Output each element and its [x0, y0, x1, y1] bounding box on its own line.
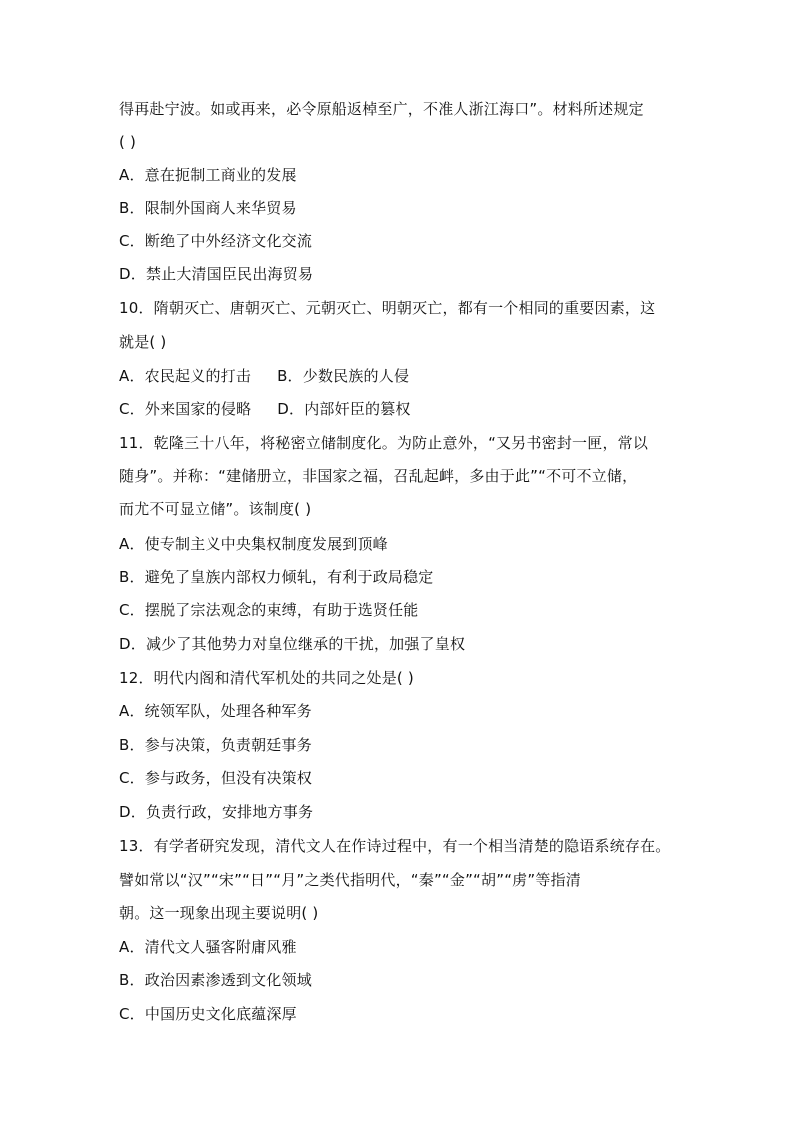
q9-option-a: A．意在扼制工商业的发展	[119, 166, 297, 184]
q10-options-row-1	[119, 366, 679, 386]
q13-stem-line-2: 譬如常以“汉”“宋”“日”“月”之类代指明代，“秦”“金”“胡”“虏”等指清	[119, 871, 581, 889]
q10-option-d: D．内部奸臣的篡权	[277, 400, 411, 418]
q9-option-b: B．限制外国商人来华贸易	[119, 199, 297, 217]
q11-stem-line-3: 而尤不可显立储”。该制度( )	[119, 500, 312, 518]
q11-option-b: B．避免了皇族内部权力倾轧，有利于政局稳定	[119, 568, 434, 586]
q11-stem-line-2: 随身”。并称：“建储册立，非国家之福，召乱起衅，多由于此”“不可不立储，	[119, 467, 638, 485]
q13-option-b: B．政治因素渗透到文化领域	[119, 971, 312, 989]
q10-option-a: A．农民起义的打击	[119, 367, 252, 385]
q10-option-b: B．少数民族的人侵	[277, 367, 410, 385]
q11-option-a: A．使专制主义中央集权制度发展到顶峰	[119, 535, 388, 553]
q13-option-c: C．中国历史文化底蕴深厚	[119, 1005, 297, 1023]
q11-stem-line-1: 11．乾隆三十八年，将秘密立储制度化。为防止意外，“又另书密封一匣，常以	[119, 434, 649, 452]
q9-continuation-line-1: 得再赴宁波。如或再来，必令原船返棹至广，不准人浙江海口”。材料所述规定	[119, 100, 644, 118]
q13-stem-line-3: 朝。这一现象出现主要说明( )	[119, 904, 319, 922]
q12-option-b: B．参与决策，负责朝廷事务	[119, 736, 312, 754]
q12-option-c: C．参与政务，但没有决策权	[119, 769, 313, 787]
q11-option-c: C．摆脱了宗法观念的束缚，有助于选贤任能	[119, 601, 419, 619]
q9-continuation-line-2: ( )	[119, 133, 137, 151]
q12-option-a: A．统领军队，处理各种军务	[119, 702, 312, 720]
q13-stem-line-1: 13．有学者研究发现，清代文人在作诗过程中，有一个相当清楚的隐语系统存在。	[119, 837, 671, 855]
q12-stem-line-1: 12．明代内阁和清代军机处的共同之处是( )	[119, 669, 414, 687]
q10-options-row-2	[119, 399, 679, 419]
q10-stem-line-1: 10．隋朝灭亡、唐朝灭亡、元朝灭亡、明朝灭亡，都有一个相同的重要因素，这	[119, 299, 656, 317]
q9-option-c: C．断绝了中外经济文化交流	[119, 232, 313, 250]
q11-option-d: D．减少了其他势力对皇位继承的干扰，加强了皇权	[119, 635, 466, 653]
q13-option-a: A．清代文人骚客附庸风雅	[119, 938, 297, 956]
q12-option-d: D．负责行政，安排地方事务	[119, 803, 314, 821]
q10-stem-line-2: 就是( )	[119, 333, 167, 351]
q9-option-d: D．禁止大清国臣民出海贸易	[119, 265, 314, 283]
q10-option-c: C．外来国家的侵略	[119, 400, 252, 418]
